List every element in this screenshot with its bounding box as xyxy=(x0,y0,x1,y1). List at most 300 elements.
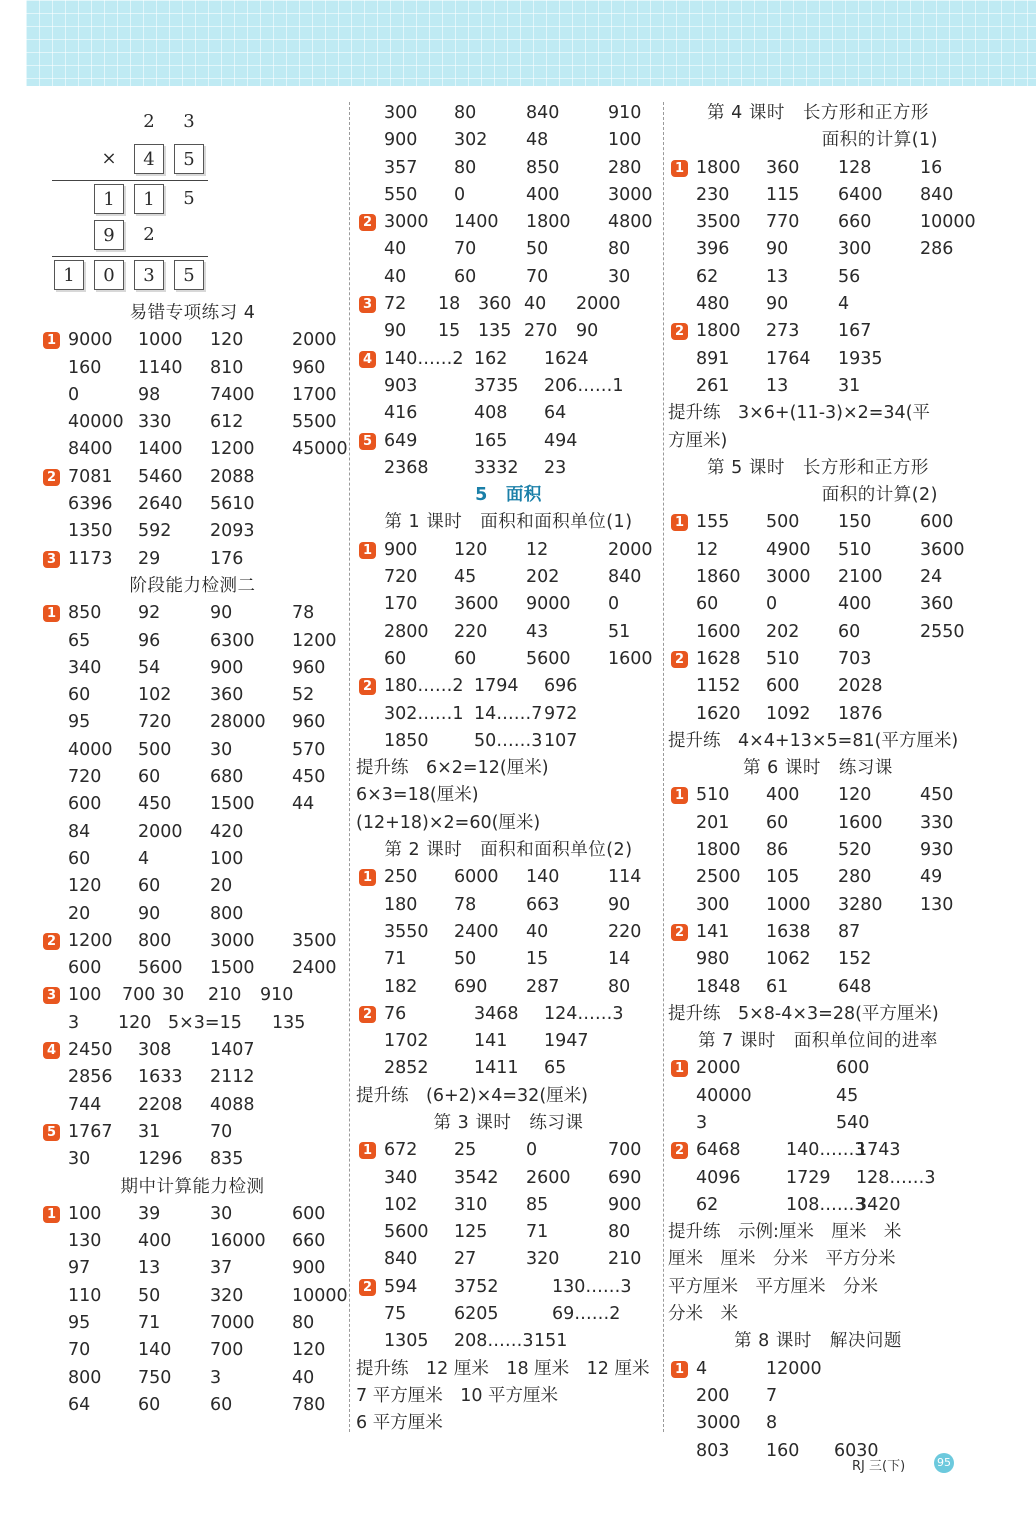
answer-value: 70 xyxy=(210,1121,233,1142)
answer-value: 15 xyxy=(526,949,549,970)
question-number-badge: 1 xyxy=(671,1060,688,1077)
answer-value: 4 xyxy=(696,1358,708,1379)
answer-row xyxy=(668,318,968,345)
answer-row xyxy=(356,127,661,154)
answer-value: 360 xyxy=(210,685,244,706)
section-title: 面积的计算(2) xyxy=(821,485,938,506)
answer-value: 600 xyxy=(836,1058,870,1079)
answer-row xyxy=(668,1137,968,1164)
answer-value: 210 xyxy=(608,1249,642,1270)
mult-box: 1 xyxy=(94,184,124,214)
answer-row xyxy=(668,974,968,1001)
answer-value: 120 xyxy=(68,876,102,897)
answer-value: 800 xyxy=(138,930,172,951)
answer-value: 2112 xyxy=(210,1067,255,1088)
answer-value: 37 xyxy=(210,1258,233,1279)
section-title: 期中计算能力检测 xyxy=(120,1176,265,1197)
mult-box: 3 xyxy=(134,260,164,290)
answer-value: 1620 xyxy=(696,703,741,724)
answer-value: 50 xyxy=(138,1285,161,1306)
answer-value: 60 xyxy=(696,594,719,615)
answer-value: 4 xyxy=(138,848,150,869)
answer-value: 2400 xyxy=(292,958,337,979)
answer-row xyxy=(40,955,345,982)
answer-value: 1794 xyxy=(474,676,519,697)
answer-row xyxy=(668,291,968,318)
answer-value: 2800 xyxy=(384,621,429,642)
answer-row xyxy=(356,619,661,646)
answer-value: 220 xyxy=(454,621,488,642)
mult-operator: × xyxy=(101,148,117,169)
answer-value: 261 xyxy=(696,375,730,396)
answer-value: 2640 xyxy=(138,494,183,515)
answer-text: 方厘米) xyxy=(668,430,728,451)
answer-value: 45 xyxy=(836,1085,859,1106)
answer-value: 16000 xyxy=(210,1231,266,1252)
answer-value: 9000 xyxy=(68,330,113,351)
answer-value: 141 xyxy=(474,1031,508,1052)
answer-value: 201 xyxy=(696,812,730,833)
answer-row xyxy=(356,728,661,755)
answer-text: 提升练 3×6+(11-3)×2=34(平 xyxy=(668,403,931,424)
answer-value: 39 xyxy=(138,1203,161,1224)
mult-digit: 2 xyxy=(143,111,155,132)
answer-value: 1850 xyxy=(384,730,429,751)
answer-row xyxy=(40,1392,345,1419)
answer-value: 3 xyxy=(696,1112,708,1133)
answer-value: 660 xyxy=(292,1231,326,1252)
question-number-badge: 1 xyxy=(671,514,688,531)
section-title: 第 1 课时 面积和面积单位(1) xyxy=(384,512,633,533)
answer-text: 分米 米 xyxy=(668,1304,738,1325)
answer-value: 340 xyxy=(384,1167,418,1188)
answer-value: 600 xyxy=(68,958,102,979)
answer-value: 960 xyxy=(292,712,326,733)
answer-value: 128 xyxy=(838,157,872,178)
answer-value: 96 xyxy=(138,630,161,651)
answer-value: 202 xyxy=(526,567,560,588)
answer-value: 500 xyxy=(138,739,172,760)
answer-value: 76 xyxy=(384,1003,407,1024)
answer-value: 90 xyxy=(766,239,789,260)
answer-value: 2208 xyxy=(138,1094,183,1115)
answer-value: 90 xyxy=(576,321,599,342)
answer-value: 1400 xyxy=(454,212,499,233)
answer-row xyxy=(356,1246,661,1273)
answer-value: 28000 xyxy=(210,712,266,733)
answer-value: 40 xyxy=(526,921,549,942)
answer-row xyxy=(356,428,661,455)
answer-value: 7 xyxy=(766,1385,778,1406)
answer-row xyxy=(356,892,661,919)
answer-value: 52 xyxy=(292,685,315,706)
answer-value: 71 xyxy=(138,1312,161,1333)
mult-digit: 3 xyxy=(183,111,195,132)
answer-value: 300 xyxy=(696,894,730,915)
answer-value: 141 xyxy=(696,921,730,942)
answer-value: 891 xyxy=(696,348,730,369)
answer-value: 1633 xyxy=(138,1067,183,1088)
answer-value: 900 xyxy=(384,539,418,560)
answer-value: 320 xyxy=(210,1285,244,1306)
answer-value: 400 xyxy=(838,594,872,615)
answer-value: 720 xyxy=(68,767,102,788)
answer-value: 850 xyxy=(526,157,560,178)
answer-value: 400 xyxy=(766,785,800,806)
answer-row xyxy=(356,291,661,318)
question-number-badge: 3 xyxy=(43,551,60,568)
answer-value: 1200 xyxy=(210,439,255,460)
answer-value: 0 xyxy=(68,384,80,405)
answer-value: 2852 xyxy=(384,1058,429,1079)
answer-row xyxy=(668,1165,968,1192)
answer-value: 31 xyxy=(838,375,861,396)
answer-value: 4 xyxy=(838,294,850,315)
answer-value: 480 xyxy=(696,294,730,315)
answer-value: 60 xyxy=(138,767,161,788)
answer-row xyxy=(356,236,661,263)
question-number-badge: 2 xyxy=(43,469,60,486)
answer-value: 1743 xyxy=(856,1140,901,1161)
answer-value: 4088 xyxy=(210,1094,255,1115)
answer-value: 80 xyxy=(608,1222,631,1243)
answer-value: 310 xyxy=(454,1194,488,1215)
answer-value: 4096 xyxy=(696,1167,741,1188)
answer-value: 2088 xyxy=(210,466,255,487)
answer-value: 90 xyxy=(608,894,631,915)
answer-value: 2500 xyxy=(696,867,741,888)
answer-row xyxy=(40,819,345,846)
mult-box: 1 xyxy=(134,184,164,214)
answer-row xyxy=(40,1310,345,1337)
answer-row xyxy=(356,1219,661,1246)
answer-value: 840 xyxy=(920,184,954,205)
answer-row xyxy=(356,1028,661,1055)
answer-value: 1400 xyxy=(138,439,183,460)
answer-row xyxy=(668,701,968,728)
answer-value: 810 xyxy=(210,357,244,378)
answer-value: 60 xyxy=(210,1394,233,1415)
answer-value: 0 xyxy=(526,1140,538,1161)
answer-row xyxy=(40,1146,345,1173)
answer-value: 510 xyxy=(838,539,872,560)
mult-rule xyxy=(52,180,208,181)
answer-value: 6468 xyxy=(696,1140,741,1161)
answer-value: 60 xyxy=(384,648,407,669)
answer-value: 80 xyxy=(292,1312,315,1333)
answer-value: 2100 xyxy=(838,567,883,588)
answer-value: 4900 xyxy=(766,539,811,560)
answer-value: 80 xyxy=(608,239,631,260)
answer-value: 1305 xyxy=(384,1331,429,1352)
answer-value: 120 xyxy=(838,785,872,806)
answer-value: 1092 xyxy=(766,703,811,724)
answer-value: 71 xyxy=(526,1222,549,1243)
column-divider xyxy=(349,102,350,1432)
answer-row xyxy=(356,1165,661,1192)
answer-value: 648 xyxy=(838,976,872,997)
answer-value: 65 xyxy=(68,630,91,651)
answer-row xyxy=(40,1228,345,1255)
answer-value: 900 xyxy=(292,1258,326,1279)
mult-box: 4 xyxy=(134,144,164,174)
answer-value: 700 xyxy=(210,1340,244,1361)
answer-value: 176 xyxy=(210,548,244,569)
answer-value: 900 xyxy=(608,1194,642,1215)
answer-value: 980 xyxy=(696,949,730,970)
answer-value: 3000 xyxy=(766,567,811,588)
answer-row xyxy=(668,1110,968,1137)
answer-row xyxy=(40,409,345,436)
question-number-badge: 2 xyxy=(359,1006,376,1023)
answer-value: 98 xyxy=(138,384,161,405)
question-number-badge: 1 xyxy=(43,605,60,622)
answer-value: 18 xyxy=(438,294,461,315)
answer-row xyxy=(40,1337,345,1364)
answer-row xyxy=(356,591,661,618)
answer-value: 69……2 xyxy=(552,1304,621,1325)
answer-value: 64 xyxy=(68,1394,91,1415)
answer-value: 720 xyxy=(384,567,418,588)
answer-value: 750 xyxy=(138,1367,172,1388)
answer-row xyxy=(668,1055,968,1082)
header-grid-band xyxy=(26,0,1036,86)
answer-value: 649 xyxy=(384,430,418,451)
answer-value: 60 xyxy=(766,812,789,833)
section-title: 第 6 课时 练习课 xyxy=(743,758,893,779)
answer-text: 提升练 示例:厘米 厘米 米 xyxy=(668,1222,902,1243)
answer-row xyxy=(356,264,661,291)
answer-value: 30 xyxy=(210,1203,233,1224)
answer-value: 152 xyxy=(838,949,872,970)
answer-row xyxy=(356,1301,661,1328)
answer-value: 360 xyxy=(478,294,512,315)
answer-value: 72 xyxy=(384,294,407,315)
answer-row xyxy=(40,655,345,682)
answer-value: 500 xyxy=(766,512,800,533)
answer-row xyxy=(40,901,345,928)
answer-value: 49 xyxy=(920,867,943,888)
answer-value: 202 xyxy=(766,621,800,642)
answer-value: 250 xyxy=(384,867,418,888)
answer-row xyxy=(668,782,968,809)
answer-row xyxy=(356,919,661,946)
answer-row xyxy=(356,400,661,427)
answer-row xyxy=(356,209,661,236)
answer-row xyxy=(356,346,661,373)
answer-value: 20 xyxy=(68,903,91,924)
answer-value: 15 xyxy=(438,321,461,342)
answer-value: 14……7 xyxy=(474,703,543,724)
answer-value: 744 xyxy=(68,1094,102,1115)
question-number-badge: 2 xyxy=(671,323,688,340)
answer-value: 450 xyxy=(920,785,954,806)
answer-value: 45 xyxy=(454,567,477,588)
answer-value: 840 xyxy=(526,103,560,123)
answer-row xyxy=(668,1356,968,1383)
answer-value: 1800 xyxy=(696,321,741,342)
answer-value: 540 xyxy=(836,1112,870,1133)
answer-row xyxy=(668,155,968,182)
answer-value: 90 xyxy=(766,294,789,315)
answer-value: 396 xyxy=(696,239,730,260)
answer-value: 910 xyxy=(260,985,294,1006)
answer-value: 703 xyxy=(838,648,872,669)
answer-value: 2400 xyxy=(454,921,499,942)
question-number-badge: 1 xyxy=(43,332,60,349)
answer-value: 51 xyxy=(608,621,631,642)
answer-value: 1600 xyxy=(838,812,883,833)
answer-value: 140……3 xyxy=(786,1140,866,1161)
answer-value: 151 xyxy=(534,1331,568,1352)
answer-row xyxy=(356,455,661,482)
answer-value: 280 xyxy=(608,157,642,178)
section-title: 第 2 课时 面积和面积单位(2) xyxy=(384,840,633,861)
answer-value: 1062 xyxy=(766,949,811,970)
answer-value: 930 xyxy=(920,840,954,861)
answer-value: 220 xyxy=(608,921,642,942)
answer-row xyxy=(40,546,345,573)
answer-value: 25 xyxy=(454,1140,477,1161)
question-number-badge: 1 xyxy=(43,1206,60,1223)
answer-value: 270 xyxy=(524,321,558,342)
answer-value: 6396 xyxy=(68,494,113,515)
answer-value: 1876 xyxy=(838,703,883,724)
answer-value: 510 xyxy=(696,785,730,806)
answer-value: 208……3 xyxy=(454,1331,534,1352)
answer-value: 60 xyxy=(138,1394,161,1415)
answer-value: 95 xyxy=(68,1312,91,1333)
answer-value: 663 xyxy=(526,894,560,915)
page-number: 95 xyxy=(934,1453,954,1473)
answer-value: 2000 xyxy=(138,821,183,842)
answer-value: 3600 xyxy=(454,594,499,615)
answer-value: 1350 xyxy=(68,521,113,542)
answer-value: 40000 xyxy=(68,412,124,433)
answer-value: 360 xyxy=(766,157,800,178)
answer-value: 60 xyxy=(68,685,91,706)
answer-row xyxy=(40,628,345,655)
answer-value: 23 xyxy=(544,457,567,478)
answer-value: 162 xyxy=(474,348,508,369)
answer-value: 3752 xyxy=(454,1276,499,1297)
answer-row xyxy=(668,537,968,564)
section-title: 第 4 课时 长方形和正方形 xyxy=(707,103,929,123)
answer-value: 85 xyxy=(526,1194,549,1215)
answer-value: 105 xyxy=(766,867,800,888)
answer-text: 提升练 (6+2)×4=32(厘米) xyxy=(356,1085,588,1106)
answer-value: 1500 xyxy=(210,794,255,815)
answer-value: 3000 xyxy=(696,1413,741,1434)
answer-value: 960 xyxy=(292,357,326,378)
answer-value: 3 xyxy=(68,1012,80,1033)
answer-value: 40000 xyxy=(696,1085,752,1106)
answer-value: 357 xyxy=(384,157,418,178)
answer-value: 10000 xyxy=(920,212,976,233)
answer-value: 7400 xyxy=(210,384,255,405)
answer-value: 20 xyxy=(210,876,233,897)
answer-value: 60 xyxy=(838,621,861,642)
answer-value: 3500 xyxy=(292,930,337,951)
answer-value: 450 xyxy=(292,767,326,788)
answer-row xyxy=(40,709,345,736)
answer-value: 1860 xyxy=(696,567,741,588)
answer-column-2 xyxy=(356,100,661,1438)
answer-value: 100 xyxy=(68,1203,102,1224)
answer-row xyxy=(356,182,661,209)
answer-row xyxy=(40,1092,345,1119)
answer-value: 1000 xyxy=(138,330,183,351)
answer-value: 690 xyxy=(608,1167,642,1188)
answer-row xyxy=(668,264,968,291)
answer-column-3 xyxy=(668,100,976,1465)
answer-value: 672 xyxy=(384,1140,418,1161)
answer-value: 600 xyxy=(68,794,102,815)
answer-value: 78 xyxy=(292,603,315,624)
answer-value: 30 xyxy=(162,985,185,1006)
answer-value: 3600 xyxy=(920,539,965,560)
answer-value: 1624 xyxy=(544,348,589,369)
answer-value: 80 xyxy=(608,976,631,997)
mult-box: 1 xyxy=(54,260,84,290)
answer-row xyxy=(356,537,661,564)
answer-value: 803 xyxy=(696,1440,730,1461)
answer-value: 130 xyxy=(920,894,954,915)
answer-value: 1200 xyxy=(68,930,113,951)
answer-value: 850 xyxy=(68,603,102,624)
section-title: 第 7 课时 面积单位间的进率 xyxy=(698,1031,938,1052)
answer-value: 60 xyxy=(454,648,477,669)
answer-value: 840 xyxy=(384,1249,418,1270)
answer-value: 62 xyxy=(696,1194,719,1215)
answer-value: 128……3 xyxy=(856,1167,936,1188)
answer-row xyxy=(356,974,661,1001)
mult-box: 5 xyxy=(174,144,204,174)
answer-value: 3000 xyxy=(384,212,429,233)
answer-value: 80 xyxy=(454,103,477,123)
answer-value: 13 xyxy=(138,1258,161,1279)
answer-row xyxy=(40,846,345,873)
answer-value: 70 xyxy=(526,266,549,287)
answer-value: 280 xyxy=(838,867,872,888)
answer-row xyxy=(668,837,968,864)
answer-value: 150 xyxy=(838,512,872,533)
answer-value: 2093 xyxy=(210,521,255,542)
answer-value: 1800 xyxy=(526,212,571,233)
answer-value: 1600 xyxy=(608,648,653,669)
answer-value: 400 xyxy=(138,1231,172,1252)
answer-value: 1935 xyxy=(838,348,883,369)
answer-value: 408 xyxy=(474,403,508,424)
answer-row xyxy=(40,355,345,382)
answer-value: 43 xyxy=(526,621,549,642)
answer-value: 60 xyxy=(454,266,477,287)
section-title: 易错专项练习 4 xyxy=(129,303,256,323)
answer-value: 60 xyxy=(68,848,91,869)
answer-row xyxy=(668,346,968,373)
answer-value: 320 xyxy=(526,1249,560,1270)
answer-row xyxy=(356,1328,661,1355)
answer-value: 3500 xyxy=(696,212,741,233)
mult-box: 5 xyxy=(174,260,204,290)
answer-value: 2000 xyxy=(696,1058,741,1079)
answer-value: 4800 xyxy=(608,212,653,233)
answer-value: 612 xyxy=(210,412,244,433)
answer-text: 提升练 12 厘米 18 厘米 12 厘米 xyxy=(356,1358,650,1379)
answer-row xyxy=(356,946,661,973)
answer-row xyxy=(668,209,976,236)
answer-value: 330 xyxy=(138,412,172,433)
